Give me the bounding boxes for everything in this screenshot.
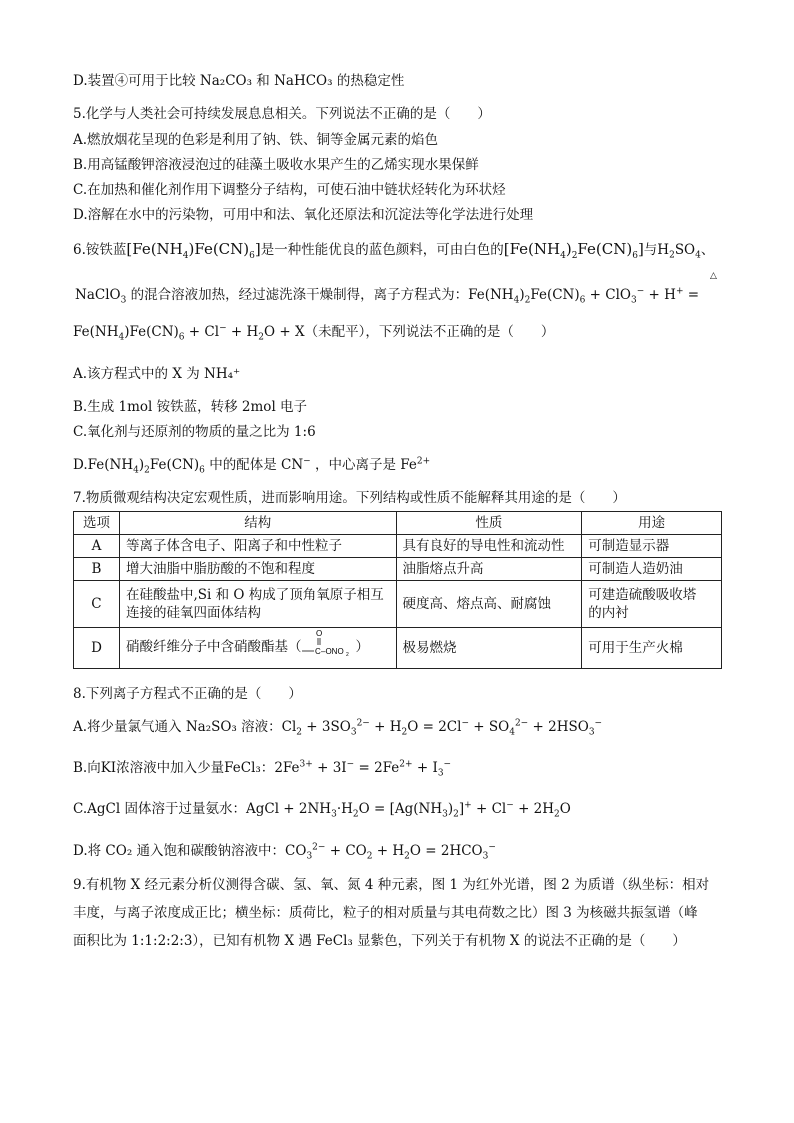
table-row: A 等离子体含电子、阳离子和中性粒子 具有良好的导电性和流动性 可制造显示器: [74, 535, 722, 558]
q6-stem-line2: NaClO$_3$ 的混合溶液加热，经过滤洗涤干燥制得，离子方程式为：$Fe(NH_4)_2Fe(CN)_6 + ClO_3^- + H^+$ =: [75, 286, 700, 306]
q9-stem-line2: 丰度，与离子浓度成正比；横坐标：质荷比，粒子的相对质量与其电荷数之比）图 3 为核磁共振氢谱（峰: [73, 905, 698, 921]
q9-stem-line3: 面积比为 1:1:2:2:3），已知有机物 X 遇 FeCl₃ 显紫色，下列关于有机物 X 的说法不正确的是（ ）: [73, 933, 686, 949]
header-use: 用途: [582, 512, 722, 535]
q5-option-b: B.用高锰酸钾溶液浸泡过的硅藻土吸收水果产生的乙烯实现水果保鲜: [73, 157, 479, 173]
table-row: D 硝酸纤维分子中含硝酸酯基（ O C –ONO 2 ） 极易燃烧 可用于生产火棉: [74, 628, 722, 669]
table-header-row: [74, 512, 722, 535]
formula-white-precursor: $[Fe(NH_4)_2Fe(CN)_6]$: [503, 240, 644, 261]
q5-option-c: C.在加热和催化剂作用下调整分子结构，可使石油中链状烃转化为环状烃: [73, 182, 506, 198]
q5-stem: 5.化学与人类社会可持续发展息息相关。下列说法不正确的是（ ）: [73, 106, 491, 122]
q6-option-a: A.该方程式中的 X 为 NH₄⁺: [73, 366, 241, 382]
q7-table: [73, 511, 722, 669]
svg-text:–ONO: –ONO: [321, 647, 345, 656]
q8-option-b: B.向KI浓溶液中加入少量FeCl₃：$2Fe^{3+} + 3I^- = 2Fe^{2+} + I_3^-$: [73, 759, 452, 779]
header-property: 性质: [396, 512, 582, 535]
q6-stem-line1: 6.铵铁蓝$[Fe(NH_4)Fe(CN)_6]$是一种性能优良的蓝色颜料，可由白色的$[Fe(NH_4)_2Fe(CN)_6]$与$H_2SO_4$、: [73, 240, 715, 261]
q9-stem-line1: 9.有机物 X 经元素分析仪测得含碳、氢、氧、氮 4 种元素，图 1 为红外光谱，图 2 为质谱（纵坐标：相对: [73, 877, 710, 893]
q5-option-a: A.燃放烟花呈现的色彩是利用了钠、铁、铜等金属元素的焰色: [73, 132, 439, 148]
q8-option-a: A.将少量氯气通入 Na₂SO₃ 溶液：$Cl_2 + 3SO_3^{2-} + H_2O = 2Cl^- + SO_4^{2-} + 2HSO_3^-$: [73, 718, 603, 738]
q8-option-d: D.将 CO₂ 通入饱和碳酸钠溶液中：$CO_3^{2-} + CO_2 + H_2O = 2HCO_3^-$: [73, 842, 496, 862]
header-structure: 结构: [119, 512, 396, 535]
svg-text:2: 2: [346, 652, 350, 658]
q8-stem: 8.下列离子方程式不正确的是（ ）: [73, 686, 302, 702]
q5-option-d: D.溶解在水中的污染物，可用中和法、氧化还原法和沉淀法等化学法进行处理: [73, 207, 534, 223]
table-row: B 增大油脂中脂肪酸的不饱和程度 油脂熔点升高 可制造人造奶油: [74, 558, 722, 581]
q6-option-c: C.氧化剂与还原剂的物质的量之比为 1:6: [73, 424, 316, 440]
q6-stem-line3: $Fe(NH_4)Fe(CN)_6 + Cl^- + H_2O + X$（未配平），下列说法不正确的是（ ）: [73, 323, 555, 343]
header-option: 选项: [74, 512, 120, 535]
heat-symbol: △: [710, 271, 717, 281]
q4-option-d: D.装置④可用于比较 Na₂CO₃ 和 NaHCO₃ 的热稳定性: [73, 73, 405, 89]
svg-text:C: C: [315, 647, 322, 656]
table-row: C 在硅酸盐中,Si 和 O 构成了顶角氧原子相互 连接的硅氧四面体结构 硬度高、熔点高、耐腐蚀 可建造硫酸吸收塔 的内衬: [74, 581, 722, 628]
q6-option-d: $D.Fe(NH_4)_2Fe(CN)_6$ 中的配体是 CN− ，中心离子是 $Fe^{2+}$: [73, 456, 431, 476]
q6-option-b: B.生成 1mol 铵铁蓝，转移 2mol 电子: [73, 399, 308, 415]
q8-option-c: C.AgCl 固体溶于过量氨水：AgCl + $2NH_3\cdot H_2O = [Ag(NH_3)_2]^+ + Cl^- + 2H_2O$: [73, 800, 571, 820]
svg-text:O: O: [316, 629, 323, 638]
formula-ammonium-iron-blue: $[Fe(NH_4)Fe(CN)_6]$: [126, 240, 261, 261]
nitrate-ester-structure-icon: [301, 629, 355, 659]
q7-stem: 7.物质微观结构决定宏观性质，进而影响用途。下列结构或性质不能解释其用途的是（ ）: [73, 490, 626, 506]
